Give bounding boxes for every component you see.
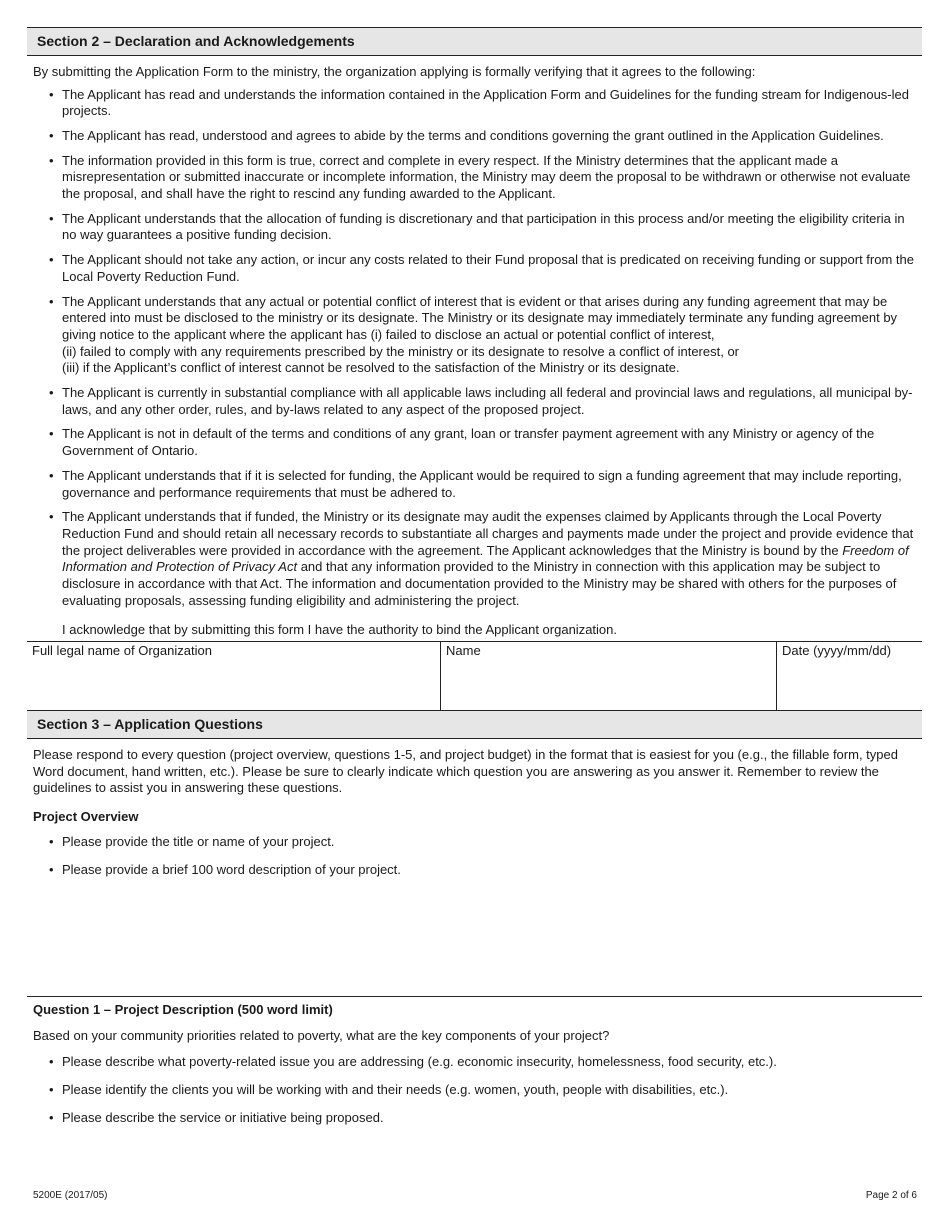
- bullet-icon: •: [49, 1053, 54, 1069]
- section-3-header: Section 3 – Application Questions: [27, 710, 922, 739]
- bullet-icon: •: [49, 1081, 54, 1097]
- question-1-divider: [27, 996, 922, 997]
- declaration-item: • The Applicant has read and understands the information contained in the Application Form and Guidelines for the funding stream for Indigenous-led projects.: [49, 86, 909, 119]
- bullet-icon: •: [49, 509, 54, 525]
- bullet-icon: •: [49, 1109, 54, 1125]
- question-1-list: [27, 1054, 922, 1126]
- declaration-item-conflict: • The Applicant understands that any actual or potential conflict of interest that is evident or that arises during any funding agreement that may be entered into must be disclosed to the ministry or its designate. The Ministry or its designate may immediately terminate any funding agreement by giving notice to the applicant where the applicant has (i) failed to disclose an actual or potential conflict of interest, (ii) failed to comply with any requirements prescribed by the ministry or its designate to resolve a conflict of interest, or (iii) if the Applicant’s conflict of interest cannot be resolved to the satisfaction of the Ministry or its designate.: [49, 293, 898, 376]
- declaration-item: • The Applicant should not take any action, or incur any costs related to their Fund proposal that is predicated on receiving funding or support from the Local Poverty Reduction Fund.: [49, 252, 914, 284]
- bullet-icon: •: [49, 293, 54, 309]
- bullet-icon: •: [49, 86, 54, 102]
- bullet-icon: •: [49, 385, 54, 401]
- declaration-list: [27, 87, 922, 610]
- question-1-item: • Please describe what poverty-related issue you are addressing (e.g. economic insecurity, homelessness, food security, etc.).: [49, 1053, 777, 1069]
- project-overview-heading: Project Overview: [33, 808, 139, 824]
- overview-list: [27, 834, 922, 878]
- conflict-line: (iii) if the Applicant’s conflict of interest cannot be resolved to the satisfaction of the Ministry or its designate.: [62, 360, 680, 376]
- declaration-item-audit: • The Applicant understands that if funded, the Ministry or its designate may audit the expenses claimed by Applicants through the Local Poverty Reduction Fund and should retain all necessary records to substantiate all charges and payments made under the project and provide evidence that the project deliverables were provided in accordance with the agreement. The Applicant acknowledges that the Ministry is bound by the Freedom of Information and Protection of Privacy Act and that any information provided to the Ministry in connection with this application may be subject to disclosure in accordance with that Act. The information and documentation provided to the Ministry may be shared with others for the purposes of evaluating proposals, assessing funding eligibility and administering the project.: [49, 509, 914, 608]
- form-page: [27, 27, 922, 1138]
- question-1-item: • Please describe the service or initiative being proposed.: [49, 1109, 384, 1125]
- date-field[interactable]: [777, 642, 922, 710]
- declaration-item: • The information provided in this form is true, correct and complete in every respect. If the Ministry determines that the applicant made a misrepresentation or submitted inaccurate or incomplete information, the Ministry may deem the proposal to be withdrawn or otherwise not evaluate the proposal, and shall have the right to rescind any funding awarded to the Applicant.: [49, 152, 911, 202]
- section-2-intro: By submitting the Application Form to the ministry, the organization applying is formally verifying that it agrees to the following:: [33, 64, 756, 79]
- bullet-icon: •: [49, 210, 54, 226]
- page-number: Page 2 of 6: [865, 1190, 917, 1201]
- declaration-item: • The Applicant is not in default of the terms and conditions of any grant, loan or transfer payment agreement with any Ministry or agency of the Government of Ontario.: [49, 426, 875, 459]
- bullet-icon: •: [49, 252, 54, 268]
- overview-item: • Please provide a brief 100 word description of your project.: [49, 861, 401, 877]
- conflict-line: (ii) failed to comply with any requirements prescribed by the ministry or its designate to resolve a conflict of interest, or: [62, 343, 740, 359]
- declaration-item: • The Applicant understands that if it is selected for funding, the Applicant would be required to sign a funding agreement that may include reporting, governance and performance requirements that must be adhered to.: [49, 467, 902, 500]
- question-1-item: • Please identify the clients you will be working with and their needs (e.g. women, youth, people with disabilities, etc.).: [49, 1081, 729, 1097]
- name-label: Name: [446, 643, 481, 659]
- question-1-heading: Question 1 – Project Description (500 word limit): [33, 1001, 333, 1017]
- signatory-fields: [27, 641, 922, 710]
- declaration-item: • The Applicant is currently in substantial compliance with all applicable laws including all federal and provincial laws and regulations, all municipal by-laws, and any other order, rules, and by-laws related to any aspect of the proposed project.: [49, 385, 913, 417]
- overview-item: • Please provide the title or name of your project.: [49, 833, 335, 849]
- declaration-item: • The Applicant has read, understood and agrees to abide by the terms and conditions governing the grant outlined in the Application Guidelines.: [49, 127, 884, 143]
- bullet-icon: •: [49, 833, 54, 849]
- bullet-icon: •: [49, 127, 54, 143]
- acknowledgement-statement: I acknowledge that by submitting this form I have the authority to bind the Applicant organization.: [62, 622, 617, 638]
- bullet-icon: •: [49, 861, 54, 877]
- org-name-field[interactable]: [27, 642, 441, 710]
- org-name-label: Full legal name of Organization: [32, 643, 212, 659]
- question-1-prompt: Based on your community priorities related to poverty, what are the key components of your project?: [33, 1027, 610, 1043]
- name-field[interactable]: [441, 642, 777, 710]
- date-label: Date (yyyy/mm/dd): [782, 643, 892, 659]
- bullet-icon: •: [49, 152, 54, 168]
- foippa-act-title: Freedom of Information and Protection of Privacy Act: [62, 542, 909, 575]
- declaration-item: • The Applicant understands that the allocation of funding is discretionary and that participation in this process and/or meeting the eligibility criteria in no way guarantees a positive funding decision.: [49, 210, 905, 243]
- form-number: 5200E (2017/05): [33, 1190, 108, 1201]
- section-2-header: Section 2 – Declaration and Acknowledgements: [27, 27, 922, 56]
- bullet-icon: •: [49, 467, 54, 483]
- bullet-icon: •: [49, 426, 54, 442]
- section-3-intro: Please respond to every question (project overview, questions 1-5, and project budget) in the format that is easiest for you (e.g., the fillable form, typed Word document, hand written, etc.). Please be sure to clearly indicate which question you are answering as you answer it. Remember to review the guidelines to assist you in answering these questions.: [33, 747, 898, 796]
